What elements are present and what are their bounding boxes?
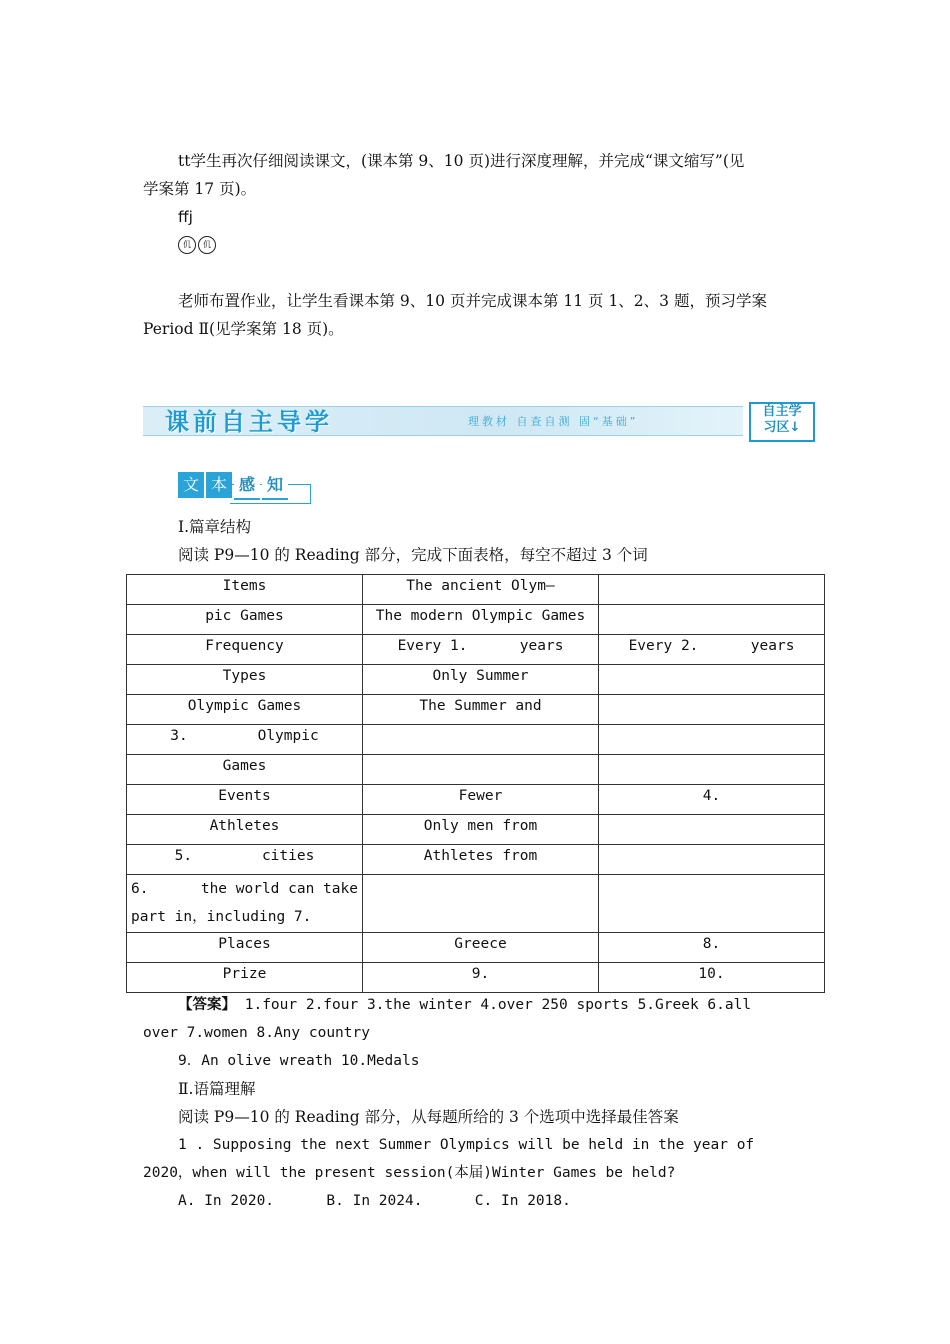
answers-line-2: over 7.women 8.Any country: [143, 1025, 370, 1041]
intro-paragraph-2-line-1: 老师布置作业，让学生看课本第 9、10 页并完成课本第 11 页 1、2、3 题，预习学案: [178, 292, 767, 310]
table-cell: Places: [127, 933, 363, 963]
question-1-options: A. In 2020. B. In 2024. C. In 2018.: [178, 1193, 571, 1209]
table-cell: The ancient Olym—: [363, 575, 599, 605]
table-row: [127, 875, 825, 933]
badge-char: 本: [206, 472, 232, 498]
table-cell: Fewer: [363, 785, 599, 815]
table-row: [127, 933, 825, 963]
table-row: [127, 725, 825, 755]
table-cell: 4.: [599, 785, 825, 815]
table-cell: Games: [127, 755, 363, 785]
table-cell: [599, 875, 825, 933]
table-row: [127, 665, 825, 695]
table-cell: [599, 665, 825, 695]
table-cell: 5. cities: [127, 845, 363, 875]
table-row: [127, 605, 825, 635]
part2-heading: Ⅱ.语篇理解: [178, 1080, 256, 1098]
answers-line-3: 9．An olive wreath 10.Medals: [178, 1053, 420, 1069]
table-cell: 3. Olympic: [127, 725, 363, 755]
table-cell: [599, 575, 825, 605]
table-cell: pic Games: [127, 605, 363, 635]
table-cell: Frequency: [127, 635, 363, 665]
table-cell: Athletes: [127, 815, 363, 845]
table-row: [127, 963, 825, 993]
badge-char: 知: [262, 472, 288, 500]
table-cell: Prize: [127, 963, 363, 993]
table-cell: Athletes from: [363, 845, 599, 875]
section-badge: [178, 472, 290, 498]
table-cell: 8.: [599, 933, 825, 963]
answers-line-1: [178, 991, 807, 1019]
table-cell: Only Summer: [363, 665, 599, 695]
badge-char: 感: [234, 472, 260, 500]
table-cell: The modern Olympic Games: [363, 605, 599, 635]
table-row: [127, 635, 825, 665]
banner-box-line-1: 自主学: [762, 404, 802, 419]
table-cell: Events: [127, 785, 363, 815]
question-1-line-1: 1 . Supposing the next Summer Olympics will be held in the year of: [178, 1137, 755, 1153]
banner-zone-box: [749, 402, 815, 442]
table-cell: Every 2. years: [599, 635, 825, 665]
table-cell: Items: [127, 575, 363, 605]
table-cell: [599, 725, 825, 755]
ffj-text: ffj: [178, 208, 193, 226]
table-cell: [599, 815, 825, 845]
table-cell: Every 1. years: [363, 635, 599, 665]
table-row: [127, 755, 825, 785]
table-cell: 10.: [599, 963, 825, 993]
intro-paragraph-2-line-2: Period Ⅱ(见学案第 18 页)。: [143, 320, 344, 338]
table-cell: Olympic Games: [127, 695, 363, 725]
table-cell: [363, 755, 599, 785]
table-cell: [599, 605, 825, 635]
structure-table: [126, 574, 825, 993]
circle-glyph-icon: 仉: [178, 236, 196, 254]
question-1-line-2: 2020，when will the present session(本届)Winter Games be held?: [143, 1165, 676, 1181]
intro-paragraph-1-line-1: tt学生再次仔细阅读课文，(课本第 9、10 页)进行深度理解，并完成“课文缩写”(见: [178, 152, 745, 170]
banner-subtitle: 理教材 自查自测 固“基础”: [468, 415, 639, 428]
table-cell: Types: [127, 665, 363, 695]
table-cell: Only men from: [363, 815, 599, 845]
table-cell: [599, 755, 825, 785]
table-cell: [599, 695, 825, 725]
part2-instruction: 阅读 P9—10 的 Reading 部分，从每题所给的 3 个选项中选择最佳答案: [178, 1108, 679, 1126]
decorative-icons: [178, 236, 216, 254]
part1-instruction: 阅读 P9—10 的 Reading 部分，完成下面表格，每空不超过 3 个词: [178, 546, 648, 564]
table-cell: 6. the world can take part in，including 7.: [127, 875, 363, 933]
section-banner: [143, 400, 815, 440]
table-row: [127, 845, 825, 875]
table-cell: [363, 725, 599, 755]
circle-glyph-icon: 仉: [198, 236, 216, 254]
table-row: [127, 785, 825, 815]
banner-title: 课前自主导学: [165, 408, 333, 436]
table-cell: The Summer and: [363, 695, 599, 725]
table-row: [127, 695, 825, 725]
table-cell: [363, 875, 599, 933]
table-cell: Greece: [363, 933, 599, 963]
table-cell: [599, 845, 825, 875]
table-row: [127, 815, 825, 845]
badge-char: 文: [178, 472, 204, 498]
table-cell: 9.: [363, 963, 599, 993]
intro-paragraph-1-line-2: 学案第 17 页)。: [143, 180, 257, 198]
answers-line-1-text: 1.four 2.four 3.the winter 4.over 250 sports 5.Greek 6.all: [244, 997, 752, 1013]
part1-heading: Ⅰ.篇章结构: [178, 518, 252, 536]
table-row: [127, 575, 825, 605]
banner-box-line-2: 习区↓: [763, 420, 801, 435]
answers-label: 【答案】: [178, 996, 236, 1013]
